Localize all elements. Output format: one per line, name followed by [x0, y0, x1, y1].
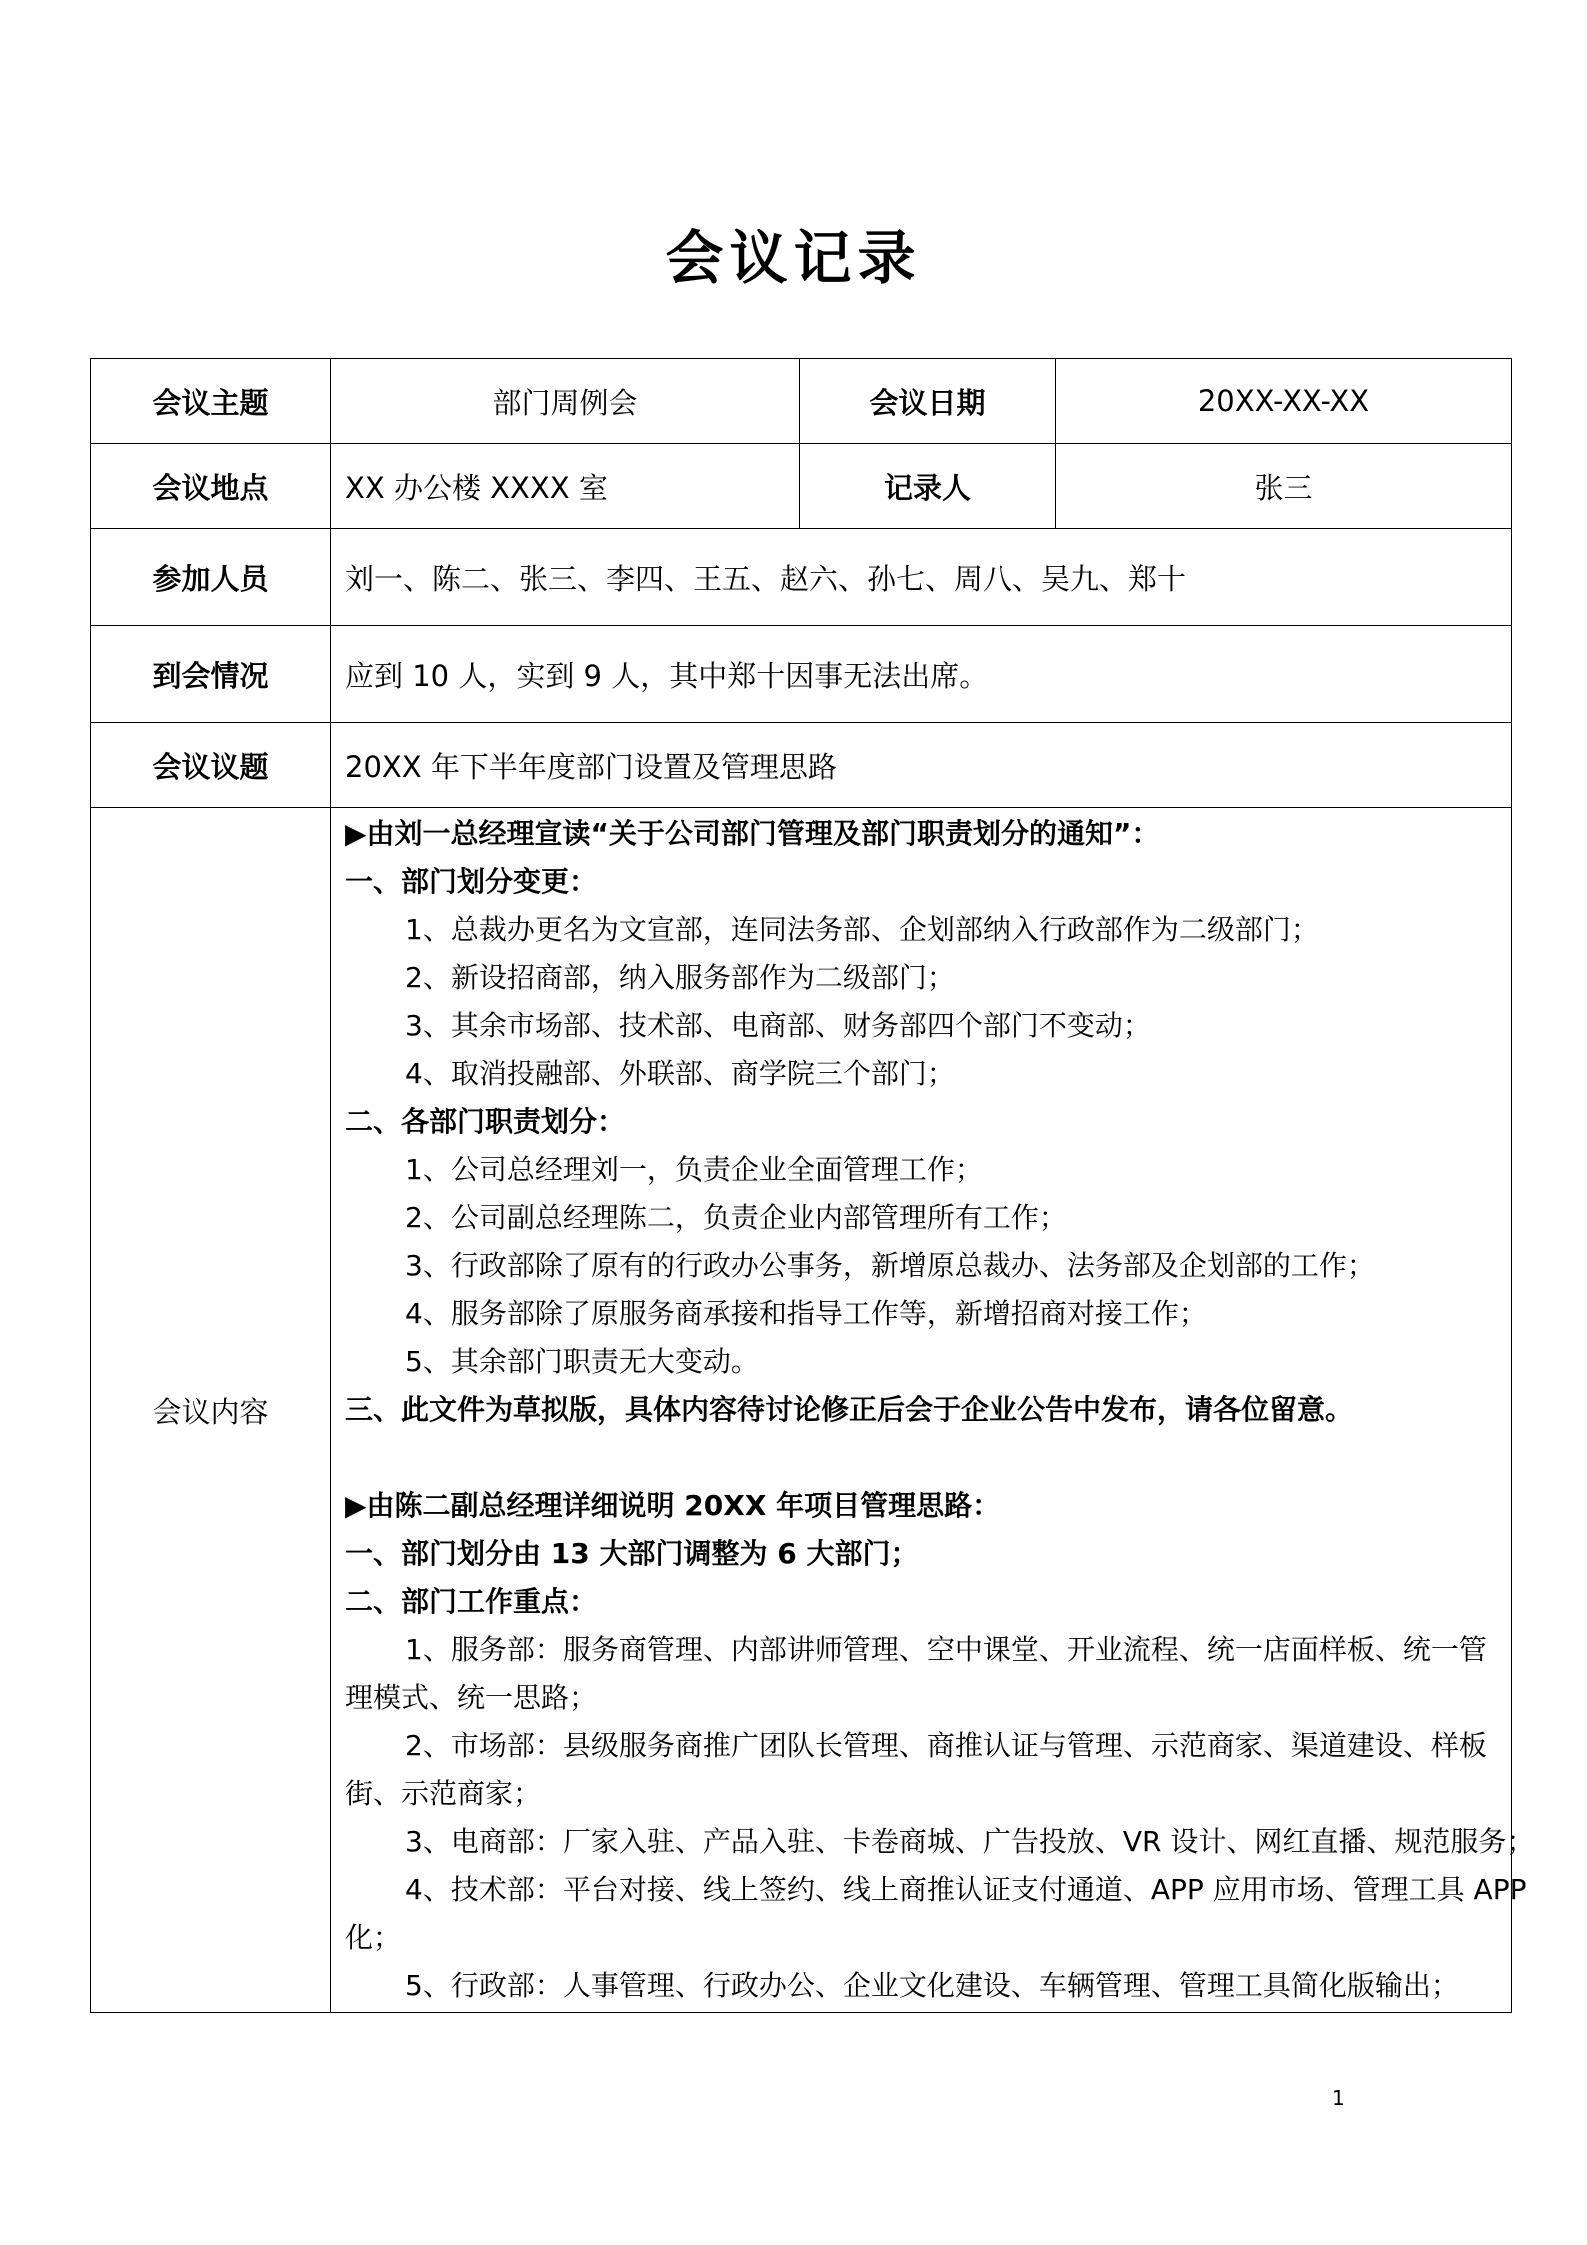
section2-point2: 二、部门工作重点： — [345, 1585, 598, 1618]
list-item: 3、行政部除了原有的行政办公事务，新增原总裁办、法务部及企划部的工作； — [405, 1249, 1375, 1282]
section2-heading: ▶由陈二副总经理详细说明 20XX 年项目管理思路： — [345, 1489, 1001, 1522]
list-item: 1、公司总经理刘一，负责企业全面管理工作； — [405, 1153, 983, 1186]
row-topic-date — [91, 359, 1512, 444]
list-item: 1、总裁办更名为文宣部，连同法务部、企划部纳入行政部作为二级部门； — [405, 913, 1319, 946]
date-label: 会议日期 — [800, 359, 1056, 444]
agenda-value: 20XX 年下半年度部门设置及管理思路 — [331, 723, 1512, 808]
agenda-label: 会议议题 — [91, 723, 331, 808]
section1-heading: ▶由刘一总经理宣读“关于公司部门管理及部门职责划分的通知”： — [345, 817, 1160, 850]
list-item-continuation: 化； — [345, 1921, 402, 1954]
location-value: XX 办公楼 XXXX 室 — [331, 444, 800, 529]
recorder-value: 张三 — [1056, 444, 1512, 529]
list-item: 5、其余部门职责无大变动。 — [405, 1345, 759, 1378]
location-label: 会议地点 — [91, 444, 331, 529]
list-item: 2、公司副总经理陈二，负责企业内部管理所有工作； — [405, 1201, 1067, 1234]
section2-point1: 一、部门划分由 13 大部门调整为 6 大部门； — [345, 1537, 919, 1570]
row-attendance — [91, 626, 1512, 723]
row-attendees — [91, 529, 1512, 626]
topic-label: 会议主题 — [91, 359, 331, 444]
attendance-value: 应到 10 人，实到 9 人，其中郑十因事无法出席。 — [331, 626, 1512, 723]
attendees-label: 参加人员 — [91, 529, 331, 626]
attendance-label: 到会情况 — [91, 626, 331, 723]
meeting-record-table — [90, 358, 1535, 2013]
list-item: 5、行政部：人事管理、行政办公、企业文化建设、车辆管理、管理工具简化版输出； — [405, 1969, 1459, 2002]
list-item: 2、新设招商部，纳入服务部作为二级部门； — [405, 961, 955, 994]
section1-point3: 三、此文件为草拟版，具体内容待讨论修正后会于企业公告中发布，请各位留意。 — [345, 1393, 1354, 1426]
list-item: 3、其余市场部、技术部、电商部、财务部四个部门不变动； — [405, 1009, 1151, 1042]
section1-point1: 一、部门划分变更： — [345, 865, 598, 898]
list-item-continuation: 理模式、统一思路； — [345, 1681, 598, 1714]
list-item: 4、服务部除了原服务商承接和指导工作等，新增招商对接工作； — [405, 1297, 1207, 1330]
page-number: 1 — [1332, 2086, 1345, 2110]
section1-point2: 二、各部门职责划分： — [345, 1105, 626, 1138]
recorder-label: 记录人 — [800, 444, 1056, 529]
list-item: 2、市场部：县级服务商推广团队长管理、商推认证与管理、示范商家、渠道建设、样板 — [405, 1729, 1487, 1762]
list-item: 4、取消投融部、外联部、商学院三个部门； — [405, 1057, 955, 1090]
spacer — [345, 1434, 1501, 1482]
document-title: 会议记录 — [665, 224, 922, 292]
list-item-continuation: 街、示范商家； — [345, 1777, 542, 1810]
attendees-value: 刘一、陈二、张三、李四、王五、赵六、孙七、周八、吴九、郑十 — [331, 529, 1512, 626]
list-item: 1、服务部：服务商管理、内部讲师管理、空中课堂、开业流程、统一店面样板、统一管 — [405, 1633, 1487, 1666]
date-value: 20XX-XX-XX — [1056, 359, 1512, 444]
list-item: 4、技术部：平台对接、线上签约、线上商推认证支付通道、APP 应用市场、管理工具 APP — [405, 1873, 1527, 1906]
list-item: 3、电商部：厂家入驻、产品入驻、卡卷商城、广告投放、VR 设计、网红直播、规范服务； — [405, 1825, 1535, 1858]
row-location-recorder — [91, 444, 1512, 529]
content-label: 会议内容 — [91, 808, 331, 2013]
row-agenda — [91, 723, 1512, 808]
content-body — [331, 808, 1535, 2013]
topic-value: 部门周例会 — [331, 359, 800, 444]
row-content — [91, 808, 1512, 2013]
